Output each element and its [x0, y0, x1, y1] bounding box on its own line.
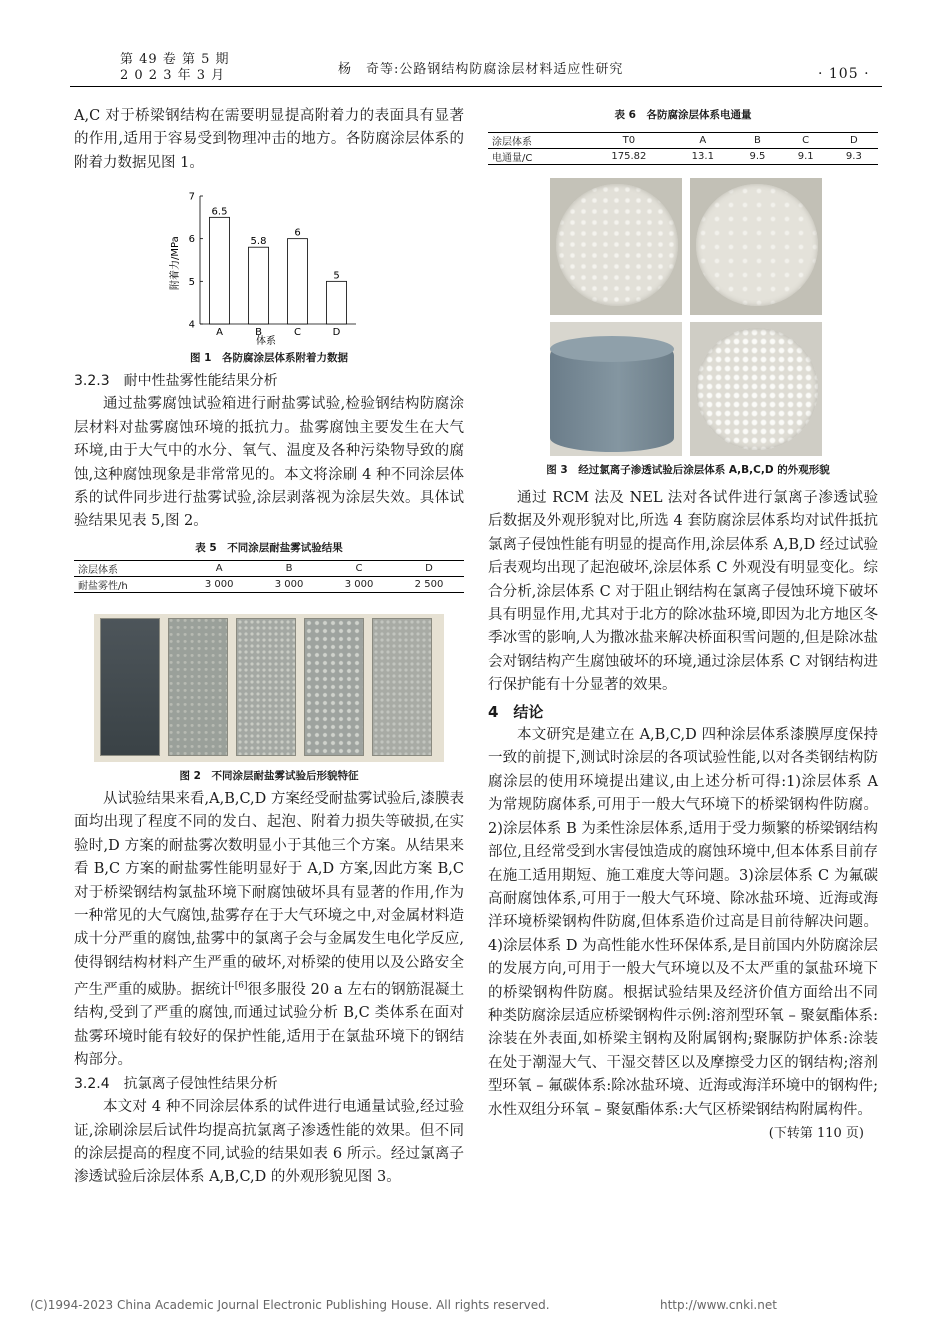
- table6-header-cell: A: [672, 133, 733, 149]
- table6-header-cell: B: [733, 133, 781, 149]
- data-label-a: 6.5: [211, 206, 228, 218]
- continued-note: (下转第 110 页): [768, 1125, 864, 1141]
- specimen-disc-a: [556, 184, 678, 306]
- journal-volume: 第 49 卷 第 5 期: [120, 52, 230, 67]
- left-result: [74, 788, 464, 1190]
- citation-6[interactable]: [6]: [234, 981, 248, 992]
- result-text-cont: 很多服役 20 a 左右的钢筋混凝土结构,受到了严重的腐蚀,而通过试验分析 B,C 类体系在面对盐雾环境时能有较好的保护性能,适用于在氯盐环境下的钢结构部分。: [74, 982, 465, 1069]
- x-tick-label: B: [255, 327, 262, 338]
- table5-caption: 表 5 不同涂层耐盐雾试验结果: [195, 542, 343, 554]
- right-body: [488, 487, 878, 1145]
- y-tick-label: 4: [188, 319, 195, 331]
- table5-header-cell: A: [184, 561, 254, 577]
- running-title: 杨 奇等:公路钢结构防腐涂层材料适应性研究: [338, 62, 624, 77]
- fig2-photo: [94, 614, 444, 762]
- y-tick-label: 7: [188, 191, 195, 203]
- sample-panel-t0: [100, 618, 160, 756]
- result-text: 从试验结果来看,A,B,C,D 方案经受耐盐雾试验后,漆膜表面均出现了程度不同的发白、起泡、附着力损失等破损,在实验时,D 方案的耐盐雾次数明显小于其他三个方案。从结果来看 B,C 方案的耐盐雾性能明显好于 A,D 方案,因此方案 B,C 对于桥梁钢结构氯盐环境下耐腐蚀破坏具有显著的作用,作为一种常见的大气腐蚀,盐雾存在于大气环境之中,对金属材料造成十分严重的腐蚀,盐雾中的氯离子会与金属发生电化学反应,使得钢结构材料产生严重的破坏,对桥梁的使用以及公路安全产生严重的威胁。据统计: [74, 791, 464, 999]
- y-axis-label: 附着力/MPa: [170, 236, 181, 290]
- table6-header-cell: T0: [586, 133, 673, 149]
- table6: [488, 132, 878, 165]
- table5-cell: 3 000: [184, 577, 254, 593]
- table6-cell: 13.1: [672, 149, 733, 165]
- table6-cell: 9.5: [733, 149, 781, 165]
- fig1-caption: 图 1 各防腐涂层体系附着力数据: [190, 352, 348, 364]
- paragraph-324: 本文对 4 种不同涂层体系的试件进行电通量试验,经过验证,涂刷涂层后试件均提高抗氯离子渗透性能的效果。但不同的涂层提高的程度不同,试验的结果如表 6 所示。经过氯离子渗透试验后涂层体系 A,B,C,D 的外观形貌见图 3。: [74, 1099, 464, 1186]
- data-label-c: 6: [294, 227, 301, 239]
- table5-cell: 3 000: [324, 577, 394, 593]
- sample-panel-d: [372, 618, 432, 756]
- fig3-caption: 图 3 经过氯离子渗透试验后涂层体系 A,B,C,D 的外观形貌: [546, 464, 830, 476]
- x-tick-label: C: [294, 327, 301, 338]
- fig2-caption: 图 2 不同涂层耐盐雾试验后形貌特征: [179, 770, 359, 782]
- x-axis-label: 体系: [256, 336, 276, 346]
- table6-header-cell: C: [782, 133, 830, 149]
- specimen-top-c: [550, 336, 674, 362]
- intro-paragraph: A,C 对于桥梁钢结构在需要明显提高附着力的表面具有显著的作用,适用于容易受到物理冲击的地方。各防腐涂层体系的附着力数据见图 1。: [74, 108, 464, 171]
- specimen-cylinder-c: [550, 348, 674, 452]
- x-tick-label: A: [216, 327, 223, 338]
- table6-cell: 电通量/C: [488, 149, 586, 165]
- cnki-link[interactable]: http://www.cnki.net: [660, 1298, 777, 1312]
- fig1-chart: [160, 186, 370, 346]
- table5-cell: 2 500: [394, 577, 464, 593]
- page-number: · 105 ·: [818, 66, 870, 82]
- bar-a: [210, 217, 230, 324]
- table5: [74, 560, 464, 593]
- y-tick-label: 6: [188, 234, 195, 246]
- table5-header-cell: B: [254, 561, 324, 577]
- section-heading-324: 3.2.4 抗氯离子侵蚀性结果分析: [74, 1075, 278, 1092]
- table5-header-cell: C: [324, 561, 394, 577]
- paragraph-323: 通过盐雾腐蚀试验箱进行耐盐雾试验,检验钢结构防腐涂层材料对盐雾腐蚀环境的抵抗力。盐雾腐蚀主要发生在大气环境,由于大气中的水分、氧气、温度及各种污染物导致的腐蚀,这种腐蚀现象是非常常见的。本文将涂刷 4 种不同涂层体系的试件同步进行盐雾试验,涂层剥落视为涂层失效。具体试验结果见表 5,图 2。: [74, 396, 464, 530]
- table5-header-cell: D: [394, 561, 464, 577]
- table6-cell: 175.82: [586, 149, 673, 165]
- sample-panel-b: [236, 618, 296, 756]
- bar-d: [327, 281, 347, 324]
- data-label-b: 5.8: [250, 236, 267, 248]
- table5-cell: 3 000: [254, 577, 324, 593]
- journal-date: 2 0 2 3 年 3 月: [120, 68, 226, 83]
- specimen-disc-b: [696, 184, 818, 306]
- y-tick-label: 5: [188, 276, 195, 288]
- fig3-photo-c: [550, 322, 682, 456]
- sample-panel-c: [304, 618, 364, 756]
- table6-caption: 表 6 各防腐涂层体系电通量: [614, 109, 752, 121]
- bar-b: [249, 247, 269, 324]
- left-section-323: [74, 370, 464, 534]
- data-label-d: 5: [333, 270, 340, 282]
- sample-panel-a: [168, 618, 228, 756]
- x-tick-label: D: [332, 327, 341, 338]
- fig3-photo-d: [690, 322, 822, 456]
- specimen-disc-d: [696, 328, 818, 450]
- section-heading-323: 3.2.3 耐中性盐雾性能结果分析: [74, 373, 278, 389]
- table6-header-cell: D: [830, 133, 878, 149]
- left-intro: [74, 105, 464, 175]
- header-rule: [70, 86, 882, 87]
- table6-cell: 9.1: [782, 149, 830, 165]
- result-paragraph: [74, 788, 464, 1073]
- conclusion-paragraph: 本文研究是建立在 A,B,C,D 四种涂层体系漆膜厚度保持一致的前提下,测试时涂层的各项试验性能,以对各类钢结构防腐涂层的使用环境提出建议,由上述分析可得:1)涂层体系 A 为常规防腐体系,可用于一般大气环境下的桥梁钢构件防腐。2)涂层体系 B 为柔性涂层体系,适用于受力频繁的桥梁钢结构部位,且经常受到水害侵蚀造成的腐蚀环境中,但本体系目前存在施工适用期短、施工难度大等问题。3)涂层体系 C 为氟碳高耐腐蚀体系,可用于一般大气环境、除冰盐环境、近海或海洋环境桥梁钢构件防腐,但体系造价过高是目前待解决问题。4)涂层体系 D 为高性能水性环保体系,是目前国内外防腐涂层的发展方向,可用于一般大气环境以及不太严重的氯盐环境下的桥梁钢构件防腐。根据试验结果及经济价值方面给出不同种类防腐涂层适应桥梁钢构件示例:溶剂型环氧 – 聚氨酯体系:涂装在外表面,如桥梁主钢构及附属钢构;聚脲防护体系:涂装在处于潮湿大气、干湿交替区以及摩擦受力区的钢结构;溶剂型环氧 – 氟碳体系:除冰盐环境、近海或海洋环境中的钢构件;水性双组分环氧 – 聚氨酯体系:大气区桥梁钢结构附属构件。: [488, 727, 878, 1118]
- fig3-photo-b: [690, 178, 822, 315]
- table5-cell: 耐盐雾性/h: [74, 577, 184, 593]
- table5-header-cell: 涂层体系: [74, 561, 184, 577]
- table6-cell: 9.3: [830, 149, 878, 165]
- rcm-paragraph: 通过 RCM 法及 NEL 法对各试件进行氯离子渗透试验后数据及外观形貌对比,所选 4 套防腐涂层体系均对试件抵抗氯离子侵蚀性能有明显的提高作用,涂层体系 A,B,D 经过试验后表观均出现了起泡破坏,涂层体系 C 外观没有明显变化。综合分析,涂层体系 C 对于阻止钢结构在氯离子侵蚀环境下破坏具有明显作用,尤其对于北方的除冰盐环境,即因为北方地区冬季冰雪的影响,人为撒冰盐来解决桥面积雪问题的,但是除冰盐会对钢结构产生腐蚀破坏的环境,通过涂层体系 C 对钢结构进行保护能有十分显著的效果。: [488, 490, 878, 694]
- table6-header-cell: 涂层体系: [488, 133, 586, 149]
- bar-c: [288, 239, 308, 324]
- copyright-notice: (C)1994-2023 China Academic Journal Electronic Publishing House. All rights reserved.: [30, 1298, 550, 1312]
- fig3-photo-a: [550, 178, 682, 315]
- section-heading-4: 4 结论: [488, 702, 544, 721]
